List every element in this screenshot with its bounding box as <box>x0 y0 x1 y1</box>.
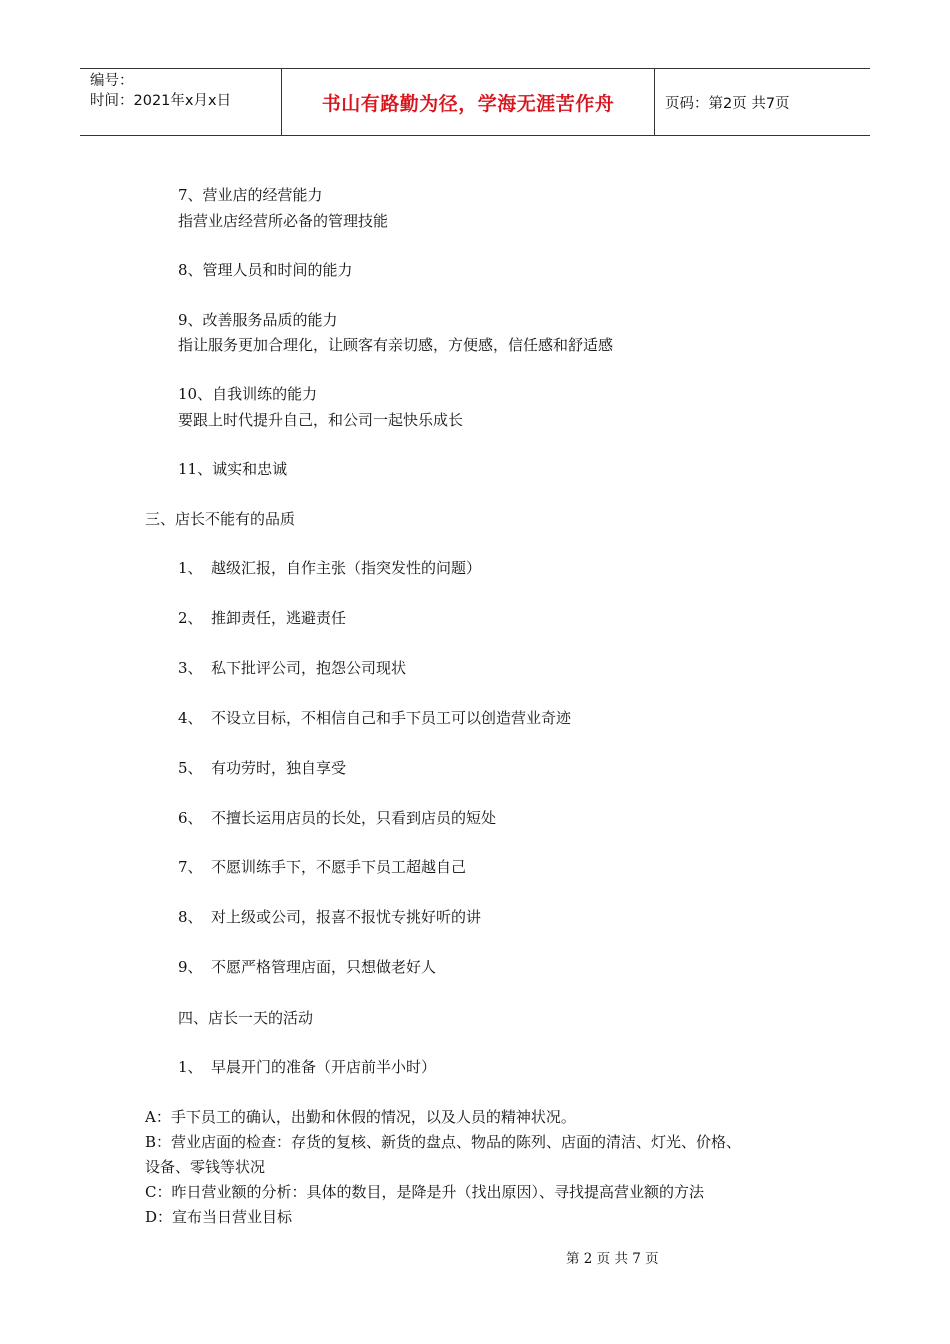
list-item <box>178 758 346 778</box>
list-item-number: 1、 <box>178 559 203 577</box>
item-c: C：昨日营业额的分析：具体的数目，是降是升（找出原因）、寻找提高营业额的方法 <box>145 1183 704 1201</box>
list-item <box>178 608 346 628</box>
list-item-number: 1、 <box>178 1058 203 1076</box>
list-item-text: 不愿训练手下，不愿手下员工超越自己 <box>211 858 467 876</box>
list-item <box>178 658 406 678</box>
list-item-number: 9、 <box>178 958 203 976</box>
section-11-title: 11、诚实和忠诚 <box>178 460 288 478</box>
list-item <box>178 957 436 977</box>
list-item-text: 推卸责任，逃避责任 <box>211 609 347 627</box>
header-meta <box>90 71 231 111</box>
list-item-text: 有功劳时，独自享受 <box>211 759 347 777</box>
section-7-title: 7、营业店的经营能力 <box>178 186 323 204</box>
list-item-text: 不擅长运用店员的长处，只看到店员的短处 <box>211 809 497 827</box>
list-item-number: 5、 <box>178 759 203 777</box>
section-4-heading: 四、店长一天的活动 <box>178 1009 314 1027</box>
section-8-title: 8、管理人员和时间的能力 <box>178 261 353 279</box>
list-item-text: 早晨开门的准备（开店前半小时） <box>211 1058 437 1076</box>
header-slogan: 书山有路勤为径，学海无涯苦作舟 <box>281 69 655 135</box>
list-item-number: 4、 <box>178 709 203 727</box>
item-a: A：手下员工的确认，出勤和休假的情况，以及人员的精神状况。 <box>145 1108 576 1126</box>
list-item-text: 越级汇报，自作主张（指突发性的问题） <box>211 559 482 577</box>
list-item-text: 对上级或公司，报喜不报忧专挑好听的讲 <box>211 908 482 926</box>
list-item-text: 私下批评公司，抱怨公司现状 <box>211 659 407 677</box>
section-9-desc: 指让服务更加合理化，让顾客有亲切感，方便感，信任感和舒适感 <box>178 336 614 354</box>
item-b-line-2: 设备、零钱等状况 <box>145 1158 266 1176</box>
list-item <box>178 907 481 927</box>
list-item <box>178 558 481 578</box>
section-10-desc: 要跟上时代提升自己，和公司一起快乐成长 <box>178 411 464 429</box>
number-label: 编号： <box>90 73 134 89</box>
list-item <box>178 708 571 728</box>
list-item-number: 3、 <box>178 659 203 677</box>
list-item-number: 8、 <box>178 908 203 926</box>
list-item <box>178 808 496 828</box>
item-d: D：宣布当日营业目标 <box>145 1208 293 1226</box>
section-7-desc: 指营业店经营所必备的管理技能 <box>178 212 389 230</box>
section-10-title: 10、自我训练的能力 <box>178 385 318 403</box>
page-header <box>80 68 870 136</box>
section-3-heading: 三、店长不能有的品质 <box>145 510 296 528</box>
list-item-text: 不愿严格管理店面，只想做老好人 <box>211 958 437 976</box>
list-item-number: 7、 <box>178 858 203 876</box>
time-label: 时间：2021年x月x日 <box>90 93 232 109</box>
page-footer: 第 2 页 共 7 页 <box>566 1251 659 1267</box>
list-item-number: 6、 <box>178 809 203 827</box>
list-item <box>178 857 466 877</box>
list-item-number: 2、 <box>178 609 203 627</box>
section-9-title: 9、改善服务品质的能力 <box>178 311 338 329</box>
section-4-item-1 <box>178 1057 436 1077</box>
list-item-text: 不设立目标，不相信自己和手下员工可以创造营业奇迹 <box>211 709 572 727</box>
header-page-label: 页码：第2页 共7页 <box>665 95 790 112</box>
item-b-line-1: B：营业店面的检查：存货的复核、新货的盘点、物品的陈列、店面的清洁、灯光、价格、 <box>145 1133 742 1151</box>
